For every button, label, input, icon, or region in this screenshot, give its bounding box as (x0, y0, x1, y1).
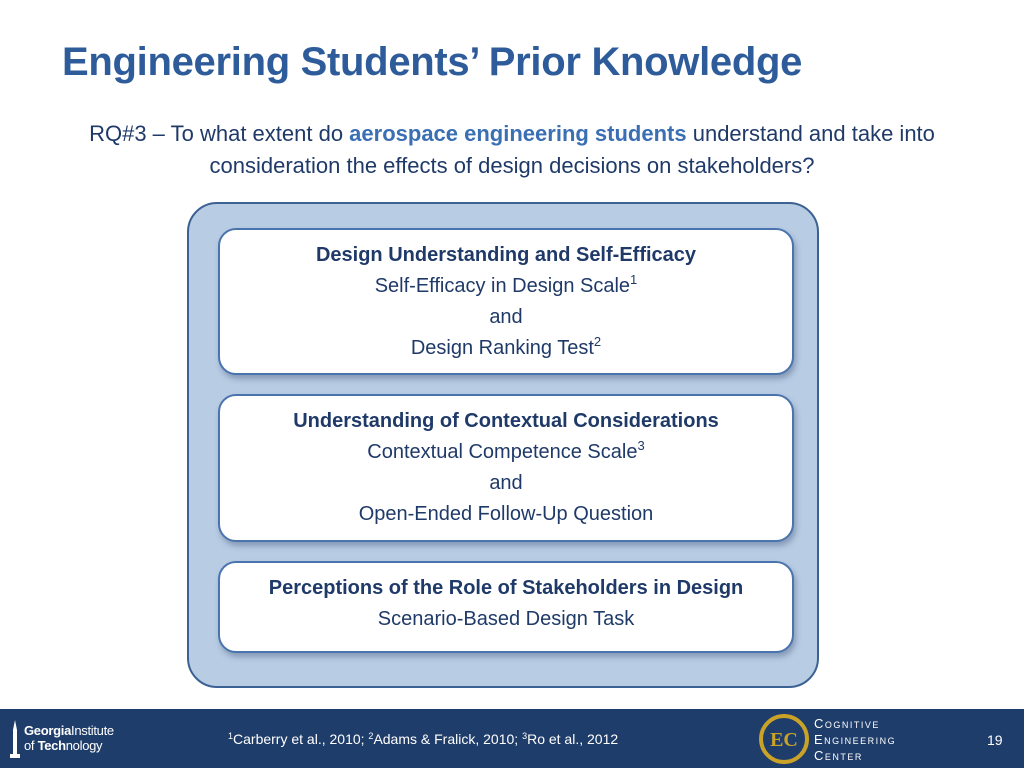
card-connector: and (489, 306, 523, 328)
card-line (220, 271, 792, 302)
card-line-text: Contextual Competence Scale (367, 441, 638, 463)
card-heading: Design Understanding and Self-Efficacy (315, 244, 697, 266)
cec-logo-icon (758, 713, 810, 765)
gt-word: of (24, 738, 38, 753)
card-line: Open-Ended Follow-Up Question (358, 503, 654, 525)
svg-text:EC: EC (770, 729, 798, 751)
footnote-ref: 1 (630, 272, 638, 287)
citation-sup: 1 (228, 731, 234, 741)
rq-highlight: aerospace engineering students (349, 121, 687, 146)
footnote-ref: 2 (593, 334, 602, 349)
card-line-text: Design Ranking Test (410, 337, 594, 359)
citations (228, 731, 618, 747)
cec-line: Cognitive (814, 716, 880, 731)
footer-bar (0, 709, 1024, 768)
cec-line: Center (814, 748, 863, 763)
card-line: Scenario-Based Design Task (377, 608, 635, 630)
card-line (220, 333, 792, 364)
tech-tower-icon (10, 720, 20, 758)
research-question (70, 118, 954, 182)
gt-word: nology (65, 738, 103, 753)
cec-wordmark (814, 716, 896, 764)
citation-sup: 3 (522, 731, 528, 741)
slide-title: Engineering Students’ Prior Knowledge (62, 40, 803, 84)
georgia-tech-wordmark (24, 723, 114, 753)
rq-prefix: RQ#3 – To what extent do (89, 121, 350, 146)
footnote-ref: 3 (637, 438, 645, 453)
georgia-tech-logo (10, 720, 150, 758)
card-connector: and (489, 472, 523, 494)
cec-line: Engineering (814, 732, 897, 747)
card-contextual-considerations (218, 394, 794, 542)
page-number: 19 (987, 732, 1003, 748)
citation-sup: 2 (368, 731, 374, 741)
citation-text: Ro et al., 2012 (527, 731, 619, 747)
card-design-understanding (218, 228, 794, 375)
gt-word: Georgia (24, 723, 72, 738)
citation-text: Carberry et al., 2010; (233, 731, 369, 747)
rq-suffix: understand and take into consideration the effects of design decisions on stakeholders? (209, 121, 935, 178)
gt-word: Institute (71, 723, 114, 738)
card-stakeholders (218, 561, 794, 653)
citation-text: Adams & Fralick, 2010; (373, 731, 523, 747)
card-heading: Understanding of Contextual Considerations (293, 410, 719, 432)
gt-word: Tech (37, 738, 66, 753)
card-heading: Perceptions of the Role of Stakeholders in Design (268, 577, 744, 599)
card-line-text: Self-Efficacy in Design Scale (374, 275, 631, 297)
card-line (220, 437, 792, 468)
